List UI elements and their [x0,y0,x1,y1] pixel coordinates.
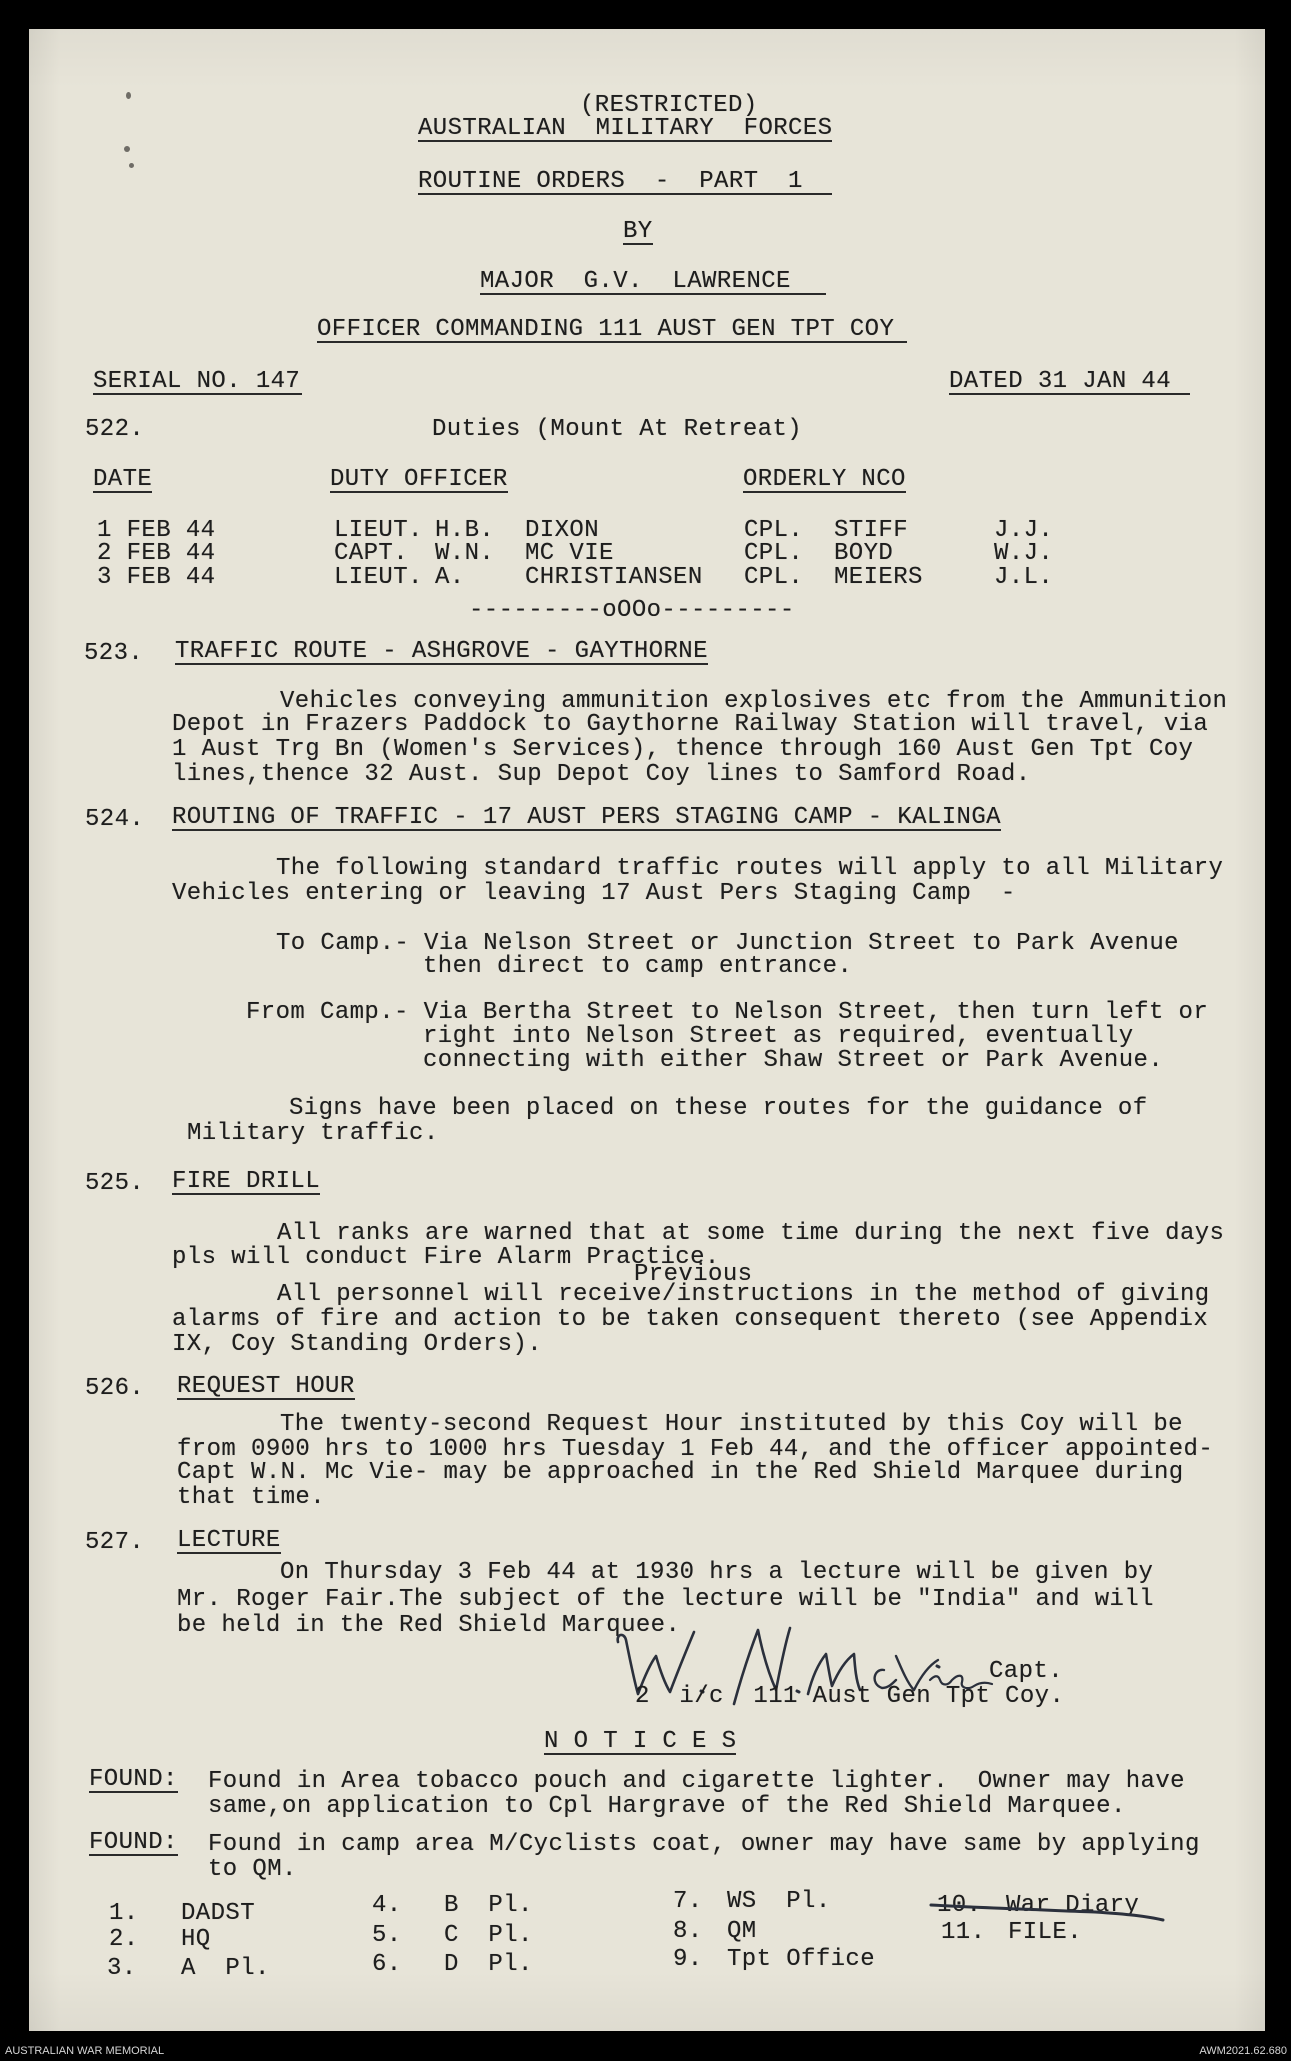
inserted-word: Previous [634,1261,753,1288]
order-line: lines,thence 32 Aust. Sup Depot Coy lines to Samford Road. [172,761,1031,788]
notice-line: Found in Area tobacco pouch and cigarette lighter. Owner may have [208,1768,1185,1795]
table-cell-officer-name: CHRISTIANSEN [525,564,703,591]
distribution-recipient: FILE. [1008,1919,1083,1946]
serial-number: SERIAL NO. 147 [93,368,301,395]
order-line: pls will conduct Fire Alarm Practice. [172,1244,720,1271]
order-line: from 0900 hrs to 1000 hrs Tuesday 1 Feb 44, and the officer appointed- [177,1436,1214,1463]
order-number: 523. [84,640,144,667]
notices-heading: N O T I C E S [544,1728,737,1755]
classification: (RESTRICTED) [580,92,758,119]
section-separator: ---------oOOo--------- [469,597,795,624]
table-cell-officer-initials: A. [435,564,465,591]
order-heading: ROUTING OF TRAFFIC - 17 AUST PERS STAGING CAMP - KALINGA [172,804,1001,831]
table-cell-nco-name: STIFF [834,517,909,544]
signatory-rank: Capt. [989,1658,1064,1685]
table-header-date: DATE [93,466,153,493]
table-cell-nco-rank: CPL. [744,540,804,567]
table-cell-date: 2 FEB 44 [97,540,216,567]
order-number: 526. [85,1375,145,1402]
document-title: ROUTINE ORDERS - PART 1 [418,171,832,195]
order-line: Signs have been placed on these routes for the guidance of [289,1095,1148,1122]
table-cell-officer-rank: LIEUT. [334,564,423,591]
order-line: Mr. Roger Fair.The subject of the lecture will be "India" and will [177,1586,1154,1613]
notice-line: Found in camp area M/Cyclists coat, owner may have same by applying [208,1831,1200,1858]
distribution-recipient: B Pl. [444,1892,533,1919]
table-header-orderly-nco: ORDERLY NCO [743,466,906,493]
order-line: Vehicles entering or leaving 17 Aust Pers Staging Camp - [172,880,1016,907]
table-cell-officer-rank: CAPT. [334,540,409,567]
author-role: OFFICER COMMANDING 111 AUST GEN TPT COY [317,319,907,343]
distribution-number: 1. [109,1900,139,1927]
table-cell-nco-rank: CPL. [744,564,804,591]
order-heading: Duties (Mount At Retreat) [432,416,803,443]
order-number: 522. [85,416,145,443]
pin-hole [129,163,134,168]
order-heading: FIRE DRILL [172,1168,321,1195]
notice-label: FOUND: [89,1766,178,1793]
order-line: Depot in Frazers Paddock to Gaythorne Railway Station will travel, via [172,711,1209,738]
table-cell-nco-name: MEIERS [834,564,923,591]
order-line: then direct to camp entrance. [423,953,853,980]
order-line: The twenty-second Request Hour instituted by this Coy will be [280,1411,1183,1438]
distribution-number: 9. [673,1946,703,1973]
distribution-number: 2. [109,1926,139,1953]
archive-name: AUSTRALIAN WAR MEMORIAL [5,2045,165,2057]
distribution-number: 5. [372,1922,402,1949]
order-line: connecting with either Shaw Street or Park Avenue. [423,1047,1164,1074]
table-cell-officer-initials: H.B. [435,517,495,544]
order-line: alarms of fire and action to be taken consequent thereto (see Appendix [172,1306,1209,1333]
distribution-number: 4. [372,1892,402,1919]
notice-line: same,on application to Cpl Hargrave of the Red Shield Marquee. [208,1793,1126,1820]
table-cell-officer-name: MC VIE [525,540,614,567]
order-line: All personnel will receive/instructions in the method of giving [277,1281,1210,1308]
distribution-recipient: C Pl. [444,1922,533,1949]
order-line: 1 Aust Trg Bn (Women's Services), thence through 160 Aust Gen Tpt Coy [172,736,1194,763]
notice-line: to QM. [208,1856,297,1883]
order-line: IX, Coy Standing Orders). [172,1331,543,1358]
pin-hole [126,92,131,99]
order-line: Capt W.N. Mc Vie- may be approached in the Red Shield Marquee during [177,1459,1184,1486]
author-name: MAJOR G.V. LAWRENCE [480,271,826,295]
distribution-number: 10. [937,1892,982,1919]
order-heading: REQUEST HOUR [177,1373,355,1400]
pin-hole [124,146,130,152]
by-line: BY [623,218,653,245]
order-line: that time. [177,1484,326,1511]
order-line: The following standard traffic routes will apply to all Military [276,855,1224,882]
distribution-recipient: A Pl. [181,1955,270,1982]
order-line: To Camp.- Via Nelson Street or Junction Street to Park Avenue [276,930,1179,957]
distribution-number: 7. [673,1888,703,1915]
notice-label: FOUND: [89,1829,178,1856]
table-header-duty-officer: DUTY OFFICER [330,466,508,493]
table-cell-nco-initials: J.L. [994,564,1054,591]
order-line: All ranks are warned that at some time during the next five days [277,1220,1225,1247]
order-number: 524. [85,806,145,833]
table-cell-nco-initials: J.J. [994,517,1054,544]
table-cell-nco-name: BOYD [834,540,894,567]
table-cell-date: 1 FEB 44 [97,517,216,544]
distribution-recipient: D Pl. [444,1951,533,1978]
table-cell-officer-initials: W.N. [435,540,495,567]
distribution-number: 3. [107,1955,137,1982]
table-cell-officer-name: DIXON [525,517,600,544]
order-heading: TRAFFIC ROUTE - ASHGROVE - GAYTHORNE [175,638,708,665]
signatory-appointment: 2 i/c 111 Aust Gen Tpt Coy. [635,1683,1065,1710]
distribution-recipient: DADST [181,1900,256,1927]
order-number: 525. [85,1170,145,1197]
order-line: right into Nelson Street as required, eventually [423,1023,1134,1050]
organisation-title: AUSTRALIAN MILITARY FORCES [418,115,833,142]
table-cell-nco-initials: W.J. [994,540,1054,567]
distribution-recipient-struck: War Diary [1006,1892,1140,1919]
distribution-number: 6. [372,1951,402,1978]
order-line: Military traffic. [187,1120,439,1147]
accession-number: AWM2021.62.680 [1199,2045,1287,2057]
table-cell-officer-rank: LIEUT. [334,517,423,544]
order-line: be held in the Red Shield Marquee. [177,1612,681,1639]
order-line: On Thursday 3 Feb 44 at 1930 hrs a lecture will be given by [280,1559,1154,1586]
order-number: 527. [85,1529,145,1556]
distribution-number: 8. [673,1918,703,1945]
order-line: From Camp.- Via Bertha Street to Nelson Street, then turn left or [246,999,1209,1026]
distribution-recipient: QM [727,1918,757,1945]
distribution-recipient: Tpt Office [727,1946,876,1973]
table-cell-date: 3 FEB 44 [97,564,216,591]
order-heading: LECTURE [177,1527,281,1554]
document-date: DATED 31 JAN 44 [949,371,1190,395]
order-line: Vehicles conveying ammunition explosives etc from the Ammunition [280,688,1228,715]
distribution-recipient: HQ [181,1926,211,1953]
distribution-number: 11. [941,1919,986,1946]
table-cell-nco-rank: CPL. [744,517,804,544]
distribution-recipient: WS Pl. [727,1888,831,1915]
